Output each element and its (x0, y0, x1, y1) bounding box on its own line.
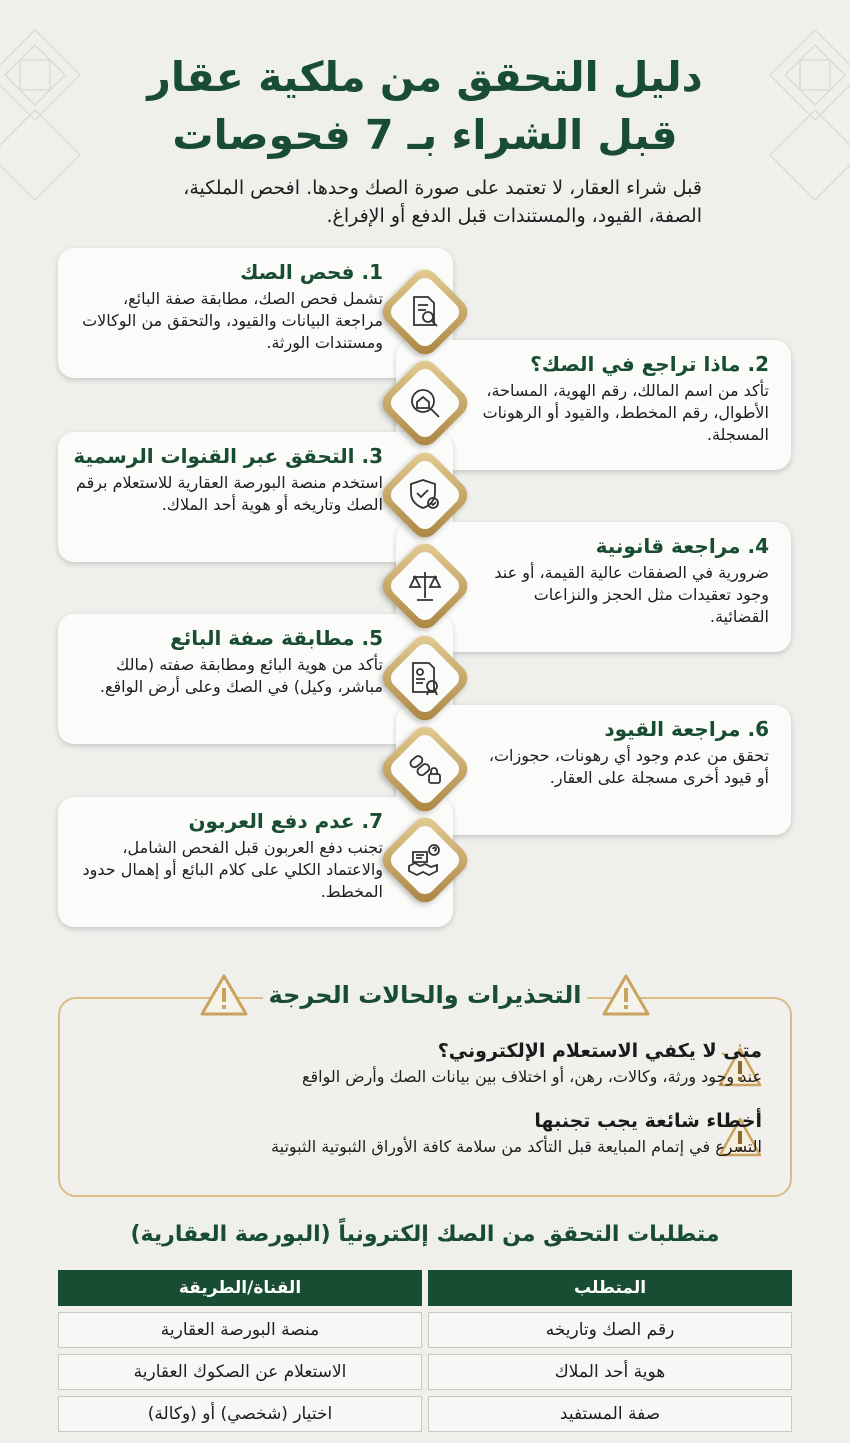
document-search-icon (405, 292, 445, 332)
id-document-icon (405, 658, 445, 698)
warnings-heading-text: التحذيرات والحالات الحرجة (263, 981, 588, 1009)
warning-body: عند وجود ورثة، وكالات، رهن، أو اختلاف بين بيانات الصك وأرض الواقع (301, 1067, 762, 1086)
step-title: 7. عدم دفع العربون (188, 809, 383, 833)
step-title: 3. التحقق عبر القنوات الرسمية (73, 444, 383, 468)
warning-item-1 (122, 1037, 762, 1089)
step-body: تجنب دفع العربون قبل الفحص الشامل، والاعتماد الكلي على كلام البائع أو إهمال حدود المخطط. (82, 838, 383, 901)
step-title: 5. مطابقة صفة البائع (170, 626, 383, 650)
house-search-icon (405, 383, 445, 423)
step-title: 2. ماذا تراجع في الصك؟ (530, 352, 769, 376)
step-5-badge (385, 638, 465, 718)
table-cell: الاستعلام عن الصكوك العقارية (58, 1354, 422, 1390)
warning-title: متى لا يكفي الاستعلام الإلكتروني؟ (437, 1040, 762, 1062)
table-cell: هوية أحد الملاك (428, 1354, 792, 1390)
table-cell: رقم الصك وتاريخه (428, 1312, 792, 1348)
step-title: 6. مراجعة القيود (604, 717, 769, 741)
step-2-badge (385, 363, 465, 443)
table-cell: منصة البورصة العقارية (58, 1312, 422, 1348)
step-7-badge (385, 820, 465, 900)
step-body: تأكد من هوية البائع ومطابقة صفته (مالك مباشر، وكيل) في الصك وعلى أرض الواقع. (99, 655, 383, 696)
intro-text: قبل شراء العقار، لا تعتمد على صورة الصك وحدها. افحص الملكية، الصفة، القيود، والمستندات قبل الدفع أو الإفراغ. (183, 177, 702, 227)
step-body: استخدم منصة البورصة العقارية للاستعلام برقم الصك وتاريخه أو هوية أحد الملاك. (75, 473, 383, 514)
table-header-cell: القناة/الطريقة (58, 1270, 422, 1306)
table-cell: صفة المستفيد (428, 1396, 792, 1432)
step-4-badge (385, 546, 465, 626)
chain-lock-icon (405, 749, 445, 789)
title-line-1: دليل التحقق من ملكية عقار (147, 53, 703, 101)
requirements-table (58, 1270, 792, 1438)
warning-icon (601, 973, 651, 1017)
step-1-badge (385, 272, 465, 352)
table-row (58, 1312, 792, 1348)
step-body: تحقق من عدم وجود أي رهونات، حجوزات، أو قيود أخرى مسجلة على العقار. (488, 746, 769, 787)
warnings-box (58, 997, 792, 1197)
table-cell: اختيار (شخصي) أو (وكالة) (58, 1396, 422, 1432)
step-6-badge (385, 729, 465, 809)
shield-check-icon (405, 475, 445, 515)
table-header-row (58, 1270, 792, 1306)
step-title: 1. فحص الصك (240, 260, 383, 284)
warning-title: أخطاء شائعة يجب تجنبها (534, 1110, 762, 1132)
warning-item-2 (122, 1107, 762, 1159)
step-title: 4. مراجعة قانونية (595, 534, 769, 558)
step-body: ضرورية في الصفقات عالية القيمة، أو عند وجود تعقيدات مثل الحجز والنزاعات القضائية. (494, 563, 769, 626)
step-body: تأكد من اسم المالك، رقم الهوية، المساحة، الأطوال، رقم المخطط، والقيود أو الرهونات المسجلة. (482, 381, 769, 444)
page-title (0, 48, 850, 164)
handshake-icon (405, 840, 445, 880)
table-title: متطلبات التحقق من الصك إلكترونياً (البورصة العقارية) (130, 1222, 720, 1247)
table-row (58, 1396, 792, 1432)
step-3-badge (385, 455, 465, 535)
title-line-2: قبل الشراء بـ 7 فحوصات (172, 111, 678, 159)
warnings-heading (0, 970, 850, 1020)
warning-body: التسرع في إتمام المبايعة قبل التأكد من سلامة كافة الأوراق الثبوتية الثبوتية (271, 1137, 762, 1156)
step-body: تشمل فحص الصك، مطابقة صفة البائع، مراجعة البيانات والقيود، والتحقق من الوكالات ومستندات الورثة. (82, 289, 383, 352)
scales-icon (405, 566, 445, 606)
table-header-cell: المتطلب (428, 1270, 792, 1306)
warning-icon (199, 973, 249, 1017)
table-row (58, 1354, 792, 1390)
